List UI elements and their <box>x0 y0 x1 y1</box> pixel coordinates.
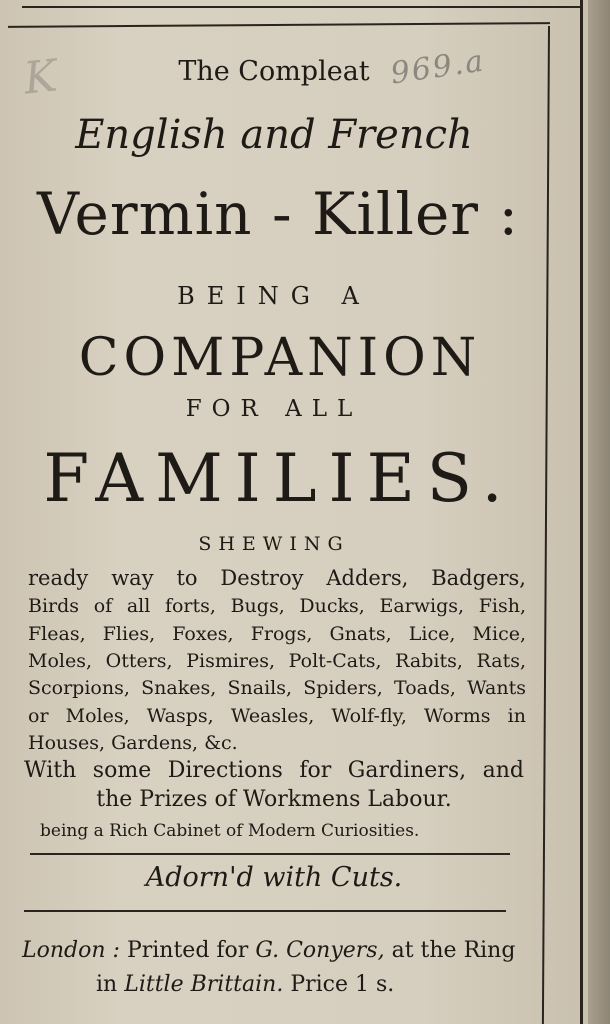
outer-right-rule <box>580 0 583 1024</box>
body-line: Birds of all forts, Bugs, Ducks, Earwigs, Fish, <box>28 595 526 617</box>
imprint-printer: G. Conyers, <box>255 938 385 963</box>
body-line: Moles, Otters, Pismires, Polt-Cats, Rabits, Rats, <box>28 650 526 672</box>
imprint-street: Little Brittain. <box>124 972 284 997</box>
inner-top-rule <box>8 22 550 28</box>
imprint-in: in <box>96 972 118 997</box>
title-line-4: BEING A <box>177 282 371 310</box>
title-line-1: The Compleat <box>178 56 370 87</box>
manuscript-letter: K <box>21 50 60 105</box>
top-rule <box>22 6 582 8</box>
directions-line-1: With some Directions for Gardiners, and <box>24 758 524 783</box>
imprint-price: Price 1 s. <box>290 972 395 997</box>
book-spine-edge <box>588 0 610 1024</box>
body-line: Scorpions, Snakes, Snails, Spiders, Toads, Wants <box>28 677 526 699</box>
body-line: Fleas, Flies, Foxes, Frogs, Gnats, Lice, Mice, <box>28 623 526 645</box>
divider-rule <box>24 910 506 912</box>
cabinet-line: being a Rich Cabinet of Modern Curiosities. <box>40 821 420 841</box>
title-line-3: Vermin - Killer : <box>37 180 519 248</box>
directions-line-2: the Prizes of Workmens Labour. <box>96 787 452 812</box>
title-line-5: COMPANION <box>78 328 482 388</box>
imprint-printed-for: Printed for <box>126 938 249 963</box>
manuscript-shelfmark: 969.a <box>388 43 488 92</box>
title-line-7: FAMILIES. <box>43 440 515 517</box>
body-line: ready way to Destroy Adders, Badgers, <box>28 566 526 590</box>
body-line: or Moles, Wasps, Weasles, Wolf-fly, Worms in <box>28 705 526 727</box>
imprint-place: London : <box>22 938 120 963</box>
divider-rule <box>30 853 510 855</box>
body-line: Houses, Gardens, &c. <box>28 732 238 754</box>
imprint-line-2 <box>96 972 596 997</box>
imprint-line-1 <box>22 938 522 963</box>
imprint-at: at the Ring <box>391 938 516 963</box>
title-line-2: English and French <box>75 112 473 158</box>
title-line-8: SHEWING <box>198 533 350 555</box>
title-line-6: FOR ALL <box>185 396 363 422</box>
adorned-line: Adorn'd with Cuts. <box>145 862 403 893</box>
